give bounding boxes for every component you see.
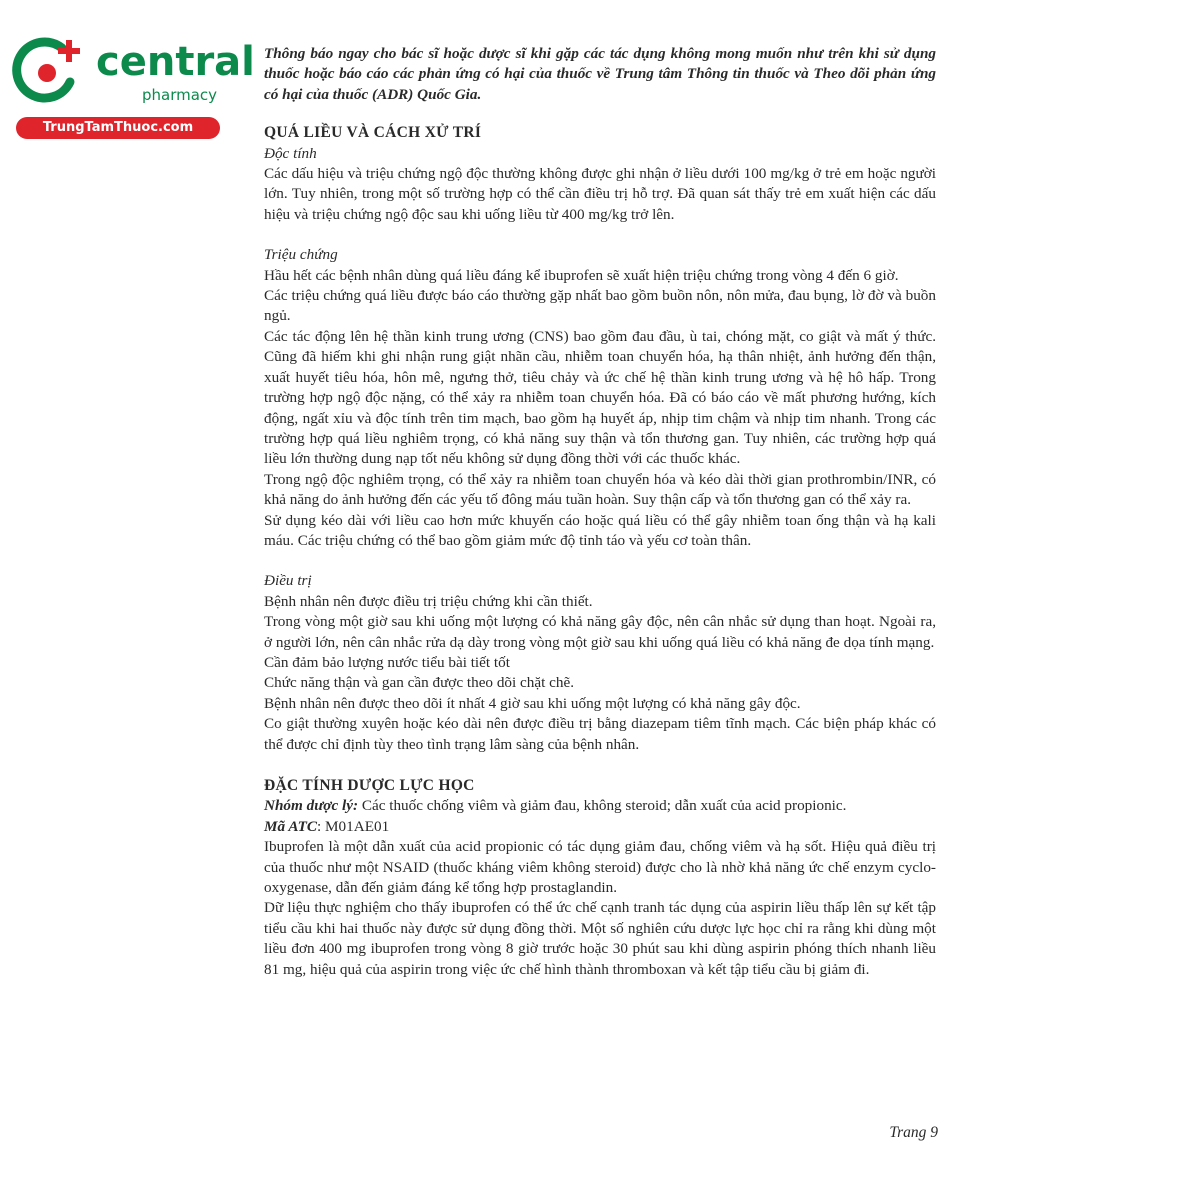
logo-website-url[interactable]: TrungTamThuoc.com — [16, 117, 220, 139]
toxicity-subheading: Độc tính — [264, 144, 317, 162]
logo-brand-name: central — [96, 39, 255, 85]
symptoms-paragraph: Sử dụng kéo dài với liều cao hơn mức khuyến cáo hoặc quá liều có thể gây nhiễm toan ống thận và hạ kali máu. Các triệu chứng có thể bao gồm giảm mức độ tỉnh táo và yếu cơ toàn thân. — [264, 511, 936, 549]
treatment-paragraph: Chức năng thận và gan cần được theo dõi chặt chẽ. — [264, 674, 574, 692]
pharmacological-group — [264, 796, 936, 816]
pharmacodynamics-section — [264, 776, 936, 980]
brand-logo — [10, 34, 255, 144]
treatment-paragraph: Co giật thường xuyên hoặc kéo dài nên được điều trị bằng diazepam tiêm tĩnh mạch. Các biện pháp khác có thể được chỉ định tùy theo tình trạng lâm sàng của bệnh nhân. — [264, 715, 936, 753]
atc-code — [264, 817, 936, 837]
document-page — [264, 44, 936, 980]
symptoms-paragraph: Hầu hết các bệnh nhân dùng quá liều đáng kể ibuprofen sẽ xuất hiện triệu chứng trong vòng 4 đến 6 giờ. — [264, 266, 899, 284]
atc-code-label: Mã ATC — [264, 817, 318, 835]
symptoms-paragraph: Các tác động lên hệ thần kinh trung ương (CNS) bao gồm đau đầu, ù tai, chóng mặt, co giật và mất ý thức. Cũng đã hiếm khi ghi nhận rung giật nhãn cầu, nhiễm toan chuyển hóa, hạ thân nhiệt, ảnh hưởng đến thận, xuất huyết tiêu hóa, hôn mê, ngưng thở, tiêu chảy và ức chế hệ thần kinh trung ương và hệ hô hấp. Trong trường hợp ngộ độc nặng, có thể xảy ra nhiễm toan chuyển hóa. Đã có báo cáo về mất phương hướng, kích động, ngất xỉu và độc tính trên tim mạch, bao gồm hạ huyết áp, nhịp tim chậm và nhịp tim nhanh. Trong các trường hợp quá liều nghiêm trọng, có khả năng suy thận và tổn thương gan. Tuy nhiên, các trường hợp quá liều lớn thường dung nạp tốt nếu không sử dụng đồng thời với các thuốc khác. — [264, 327, 936, 468]
page-number: Trang 9 — [889, 1124, 938, 1141]
overdose-section — [264, 123, 936, 755]
pharmacological-group-label: Nhóm dược lý: — [264, 797, 359, 815]
symptoms-paragraph: Các triệu chứng quá liều được báo cáo thường gặp nhất bao gồm buồn nôn, nôn mửa, đau bụng, lờ đờ và buồn ngủ. — [264, 287, 936, 325]
symptoms-subheading: Triệu chứng — [264, 246, 338, 264]
treatment-paragraph: Bệnh nhân nên được theo dõi ít nhất 4 giờ sau khi uống một lượng có khả năng gây độc. — [264, 694, 801, 712]
treatment-subheading: Điều trị — [264, 572, 312, 590]
pharmacodynamics-paragraph: Ibuprofen là một dẫn xuất của acid propionic có tác dụng giảm đau, chống viêm và hạ sốt. Hiệu quả điều trị của thuốc như một NSAID (thuốc kháng viêm không steroid) được cho là nhờ khả năng ức chế enzym cyclo-oxygenase, dẫn đến giảm đáng kể tổng hợp prostaglandin. — [264, 838, 936, 897]
central-pharmacy-logo-icon — [10, 34, 84, 108]
adr-notice: Thông báo ngay cho bác sĩ hoặc dược sĩ khi gặp các tác dụng không mong muốn như trên khi sử dụng thuốc hoặc báo cáo các phản ứng có hại của thuốc về Trung tâm Thông tin thuốc và Theo dõi phản ứng có hại của thuốc (ADR) Quốc Gia. — [264, 45, 936, 103]
treatment-paragraph: Bệnh nhân nên được điều trị triệu chứng khi cần thiết. — [264, 592, 593, 610]
atc-code-value: : M01AE01 — [317, 817, 390, 835]
treatment-paragraph: Trong vòng một giờ sau khi uống một lượng có khả năng gây độc, nên cân nhắc sử dụng than hoạt. Ngoài ra, ở người lớn, nên cân nhắc rửa dạ dày trong vòng một giờ sau khi uống quá liều có khả năng đe dọa tính mạng. — [264, 613, 936, 651]
toxicity-paragraph: Các dấu hiệu và triệu chứng ngộ độc thường không được ghi nhận ở liều dưới 100 mg/kg ở trẻ em hoặc người lớn. Tuy nhiên, trong một số trường hợp có thể cần điều trị hỗ trợ. Đã quan sát thấy trẻ em xuất hiện các dấu hiệu và triệu chứng ngộ độc sau khi uống liều từ 400 mg/kg trở lên. — [264, 165, 936, 223]
symptoms-paragraph: Trong ngộ độc nghiêm trọng, có thể xảy ra nhiễm toan chuyển hóa và kéo dài thời gian prothrombin/INR, có khả năng do ảnh hưởng đến các yếu tố đông máu tuần hoàn. Suy thận cấp và tổn thương gan có thể xảy ra. — [264, 470, 936, 509]
pharmacodynamics-heading: ĐẶC TÍNH DƯỢC LỰC HỌC — [264, 777, 475, 794]
logo-brand-subtitle: pharmacy — [142, 86, 218, 104]
treatment-paragraph: Cần đảm bảo lượng nước tiểu bài tiết tốt — [264, 653, 510, 671]
pharmacodynamics-paragraph: Dữ liệu thực nghiệm cho thấy ibuprofen có thể ức chế cạnh tranh tác dụng của aspirin liều thấp lên sự kết tập tiểu cầu khi hai thuốc này được sử dụng đồng thời. Một số nghiên cứu dược lực học chỉ ra rằng khi dùng một liều đơn 400 mg ibuprofen trong vòng 8 giờ trước hoặc 30 phút sau khi dùng aspirin phóng thích nhanh liều 81 mg, hiệu quả của aspirin trong việc ức chế hình thành thromboxan và kết tập tiểu cầu bị giảm đi. — [264, 899, 936, 978]
pharmacological-group-text: Các thuốc chống viêm và giảm đau, không steroid; dẫn xuất của acid propionic. — [358, 797, 847, 815]
overdose-heading: QUÁ LIỀU VÀ CÁCH XỬ TRÍ — [264, 124, 482, 142]
